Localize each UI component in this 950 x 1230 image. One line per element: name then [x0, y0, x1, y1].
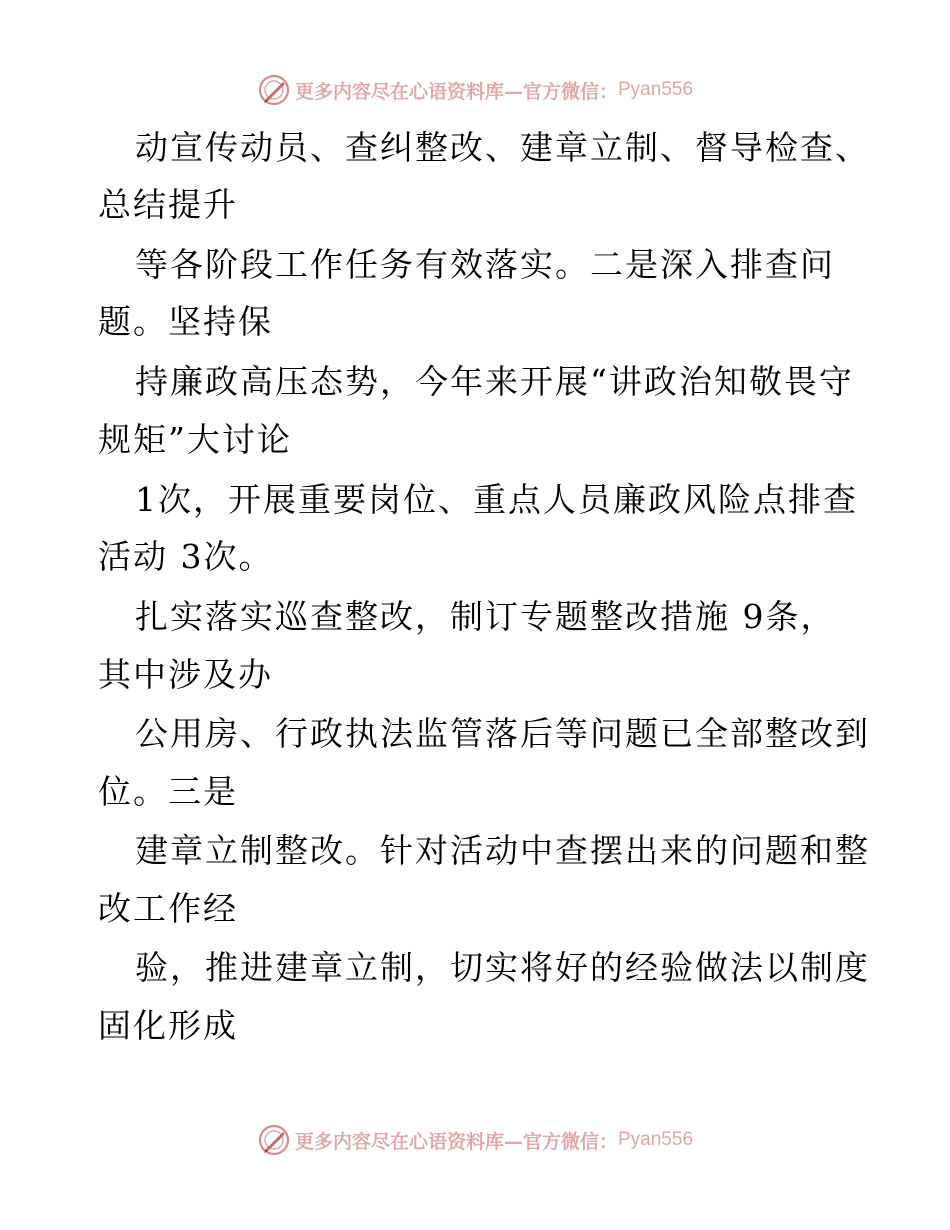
- watermark-text: 更多内容尽在心语资料库—官方微信：: [294, 80, 618, 103]
- header-watermark: [0, 70, 950, 110]
- paragraph-line: 规矩”大讨论: [98, 420, 292, 459]
- paragraph-line: 总结提升: [98, 185, 238, 224]
- paragraph-line: 扎实落实巡查整改，制订专题整改措施 9条，: [135, 597, 836, 636]
- paragraph-line: 改工作经: [98, 889, 238, 928]
- pen-logo-icon: [257, 73, 291, 107]
- paragraph-line: 动宣传动员、查纠整改、建章立制、督导检查、: [135, 128, 870, 167]
- paragraph-line: 持廉政高压态势，今年来开展“讲政治知敬畏守: [135, 362, 854, 401]
- paragraph-line: 建章立制整改。针对活动中查摆出来的问题和整: [135, 831, 870, 870]
- paragraph-line: 活动 3次。: [98, 537, 274, 576]
- watermark-wechat-id: Pyan556: [618, 1129, 694, 1150]
- pen-logo-icon: [257, 1123, 291, 1157]
- watermark-wechat-id: Pyan556: [618, 79, 694, 100]
- watermark-text: 更多内容尽在心语资料库—官方微信：: [294, 1130, 618, 1153]
- paragraph-line: 1次，开展重要岗位、重点人员廉政风险点排查: [135, 480, 858, 519]
- paragraph-line: 等各阶段工作任务有效落实。二是深入排查问: [135, 245, 835, 284]
- paragraph-line: 题。坚持保: [98, 302, 273, 341]
- paragraph-line: 公用房、行政执法监管落后等问题已全部整改到: [135, 714, 870, 753]
- paragraph-line: 位。三是: [98, 772, 238, 811]
- paragraph-line: 验，推进建章立制，切实将好的经验做法以制度: [135, 948, 870, 987]
- footer-watermark: [0, 1120, 950, 1160]
- paragraph-line: 固化形成: [98, 1006, 238, 1045]
- paragraph-line: 其中涉及办: [98, 655, 273, 694]
